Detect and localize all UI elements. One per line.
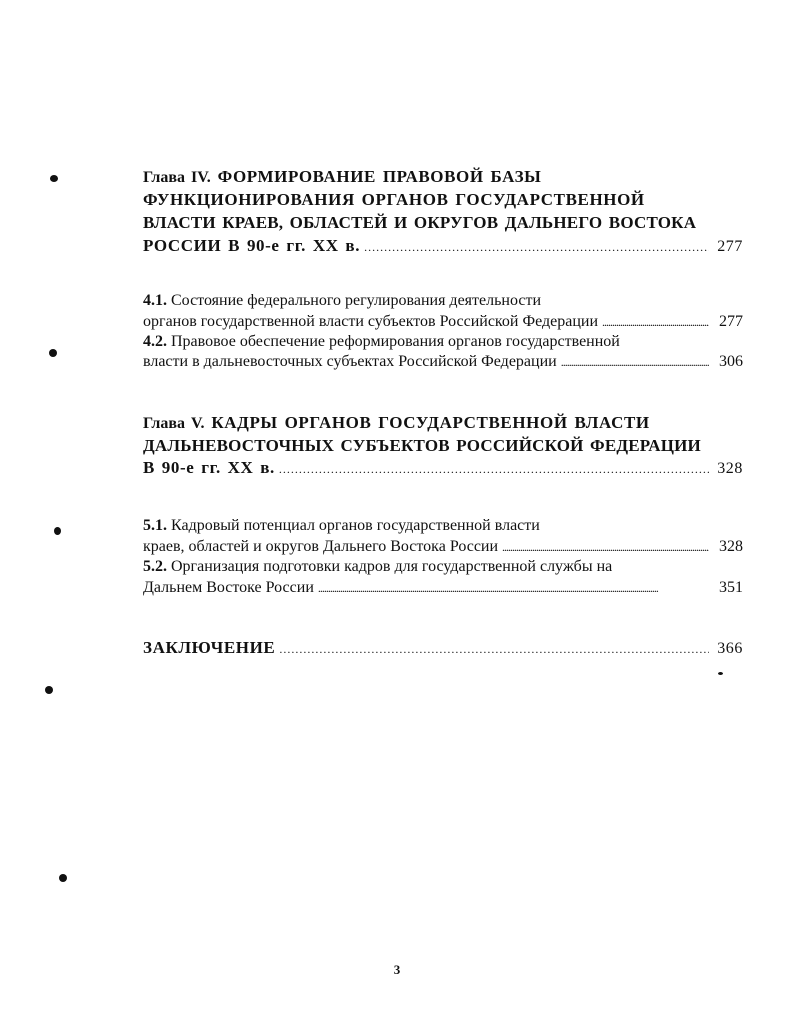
chapter-4-title-text: ФОРМИРОВАНИЕ ПРАВОВОЙ БАЗЫ [217,167,542,186]
binding-hole-mark [54,527,61,535]
section-5-1-line-2 [143,536,743,558]
chapter-5-page: 328 [717,460,743,477]
section-4-1-text: Состояние федерального регулирования деятельности [171,292,542,309]
chapter-4-page: 277 [717,238,743,255]
chapter-4-title-line-1 [143,166,743,188]
chapter-4-title-text-end: РОССИИ В 90-е гг. XX в. [143,236,361,255]
section-4-2-line-2 [143,351,743,373]
section-5-1-line-1 [143,515,743,537]
dot-leader [279,637,709,659]
chapter-4-title-line-3: ВЛАСТИ КРАЕВ, ОБЛАСТЕЙ И ОКРУГОВ ДАЛЬНЕГО ВОСТОКА [143,213,697,232]
section-4-1-page: 277 [719,313,743,330]
section-5-2-line-1 [143,556,743,578]
dot-leader [502,536,709,558]
chapter-5-title-line-1 [143,412,743,434]
section-5-2-line-2 [143,577,743,599]
chapter-4-title-line-4 [143,235,743,257]
dot-leader [364,235,709,257]
section-5-2-number: 5.2. [143,558,167,575]
dot-leader [602,311,709,333]
section-5-1-number: 5.1. [143,517,167,534]
binding-hole-mark [49,349,57,357]
conclusion-line [143,637,743,659]
dot-leader [561,351,709,373]
chapter-5-title-text: КАДРЫ ОРГАНОВ ГОСУДАРСТВЕННОЙ ВЛАСТИ [211,413,650,432]
section-5-2-text: Организация подготовки кадров для государственной службы на [171,558,613,575]
chapter-4-title-line-2: ФУНКЦИОНИРОВАНИЯ ОРГАНОВ ГОСУДАРСТВЕННОЙ [143,190,645,209]
section-5-1-text-end: краев, областей и округов Дальнего Востока России [143,538,499,555]
section-4-1-text-end: органов государственной власти субъектов Российской Федерации [143,313,599,330]
conclusion-page: 366 [717,640,743,657]
dot-leader [318,577,709,599]
conclusion-title: ЗАКЛЮЧЕНИЕ [143,638,276,657]
section-4-2-text: Правовое обеспечение реформирования органов государственной [171,333,620,350]
section-4-2-page: 306 [719,353,743,370]
section-4-1-number: 4.1. [143,292,167,309]
chapter-5-title-line-2: ДАЛЬНЕВОСТОЧНЫХ СУБЪЕКТОВ РОССИЙСКОЙ ФЕДЕРАЦИИ [143,436,701,455]
page-number: 3 [393,962,401,977]
section-4-1-line-1 [143,290,743,312]
section-5-1-page: 328 [719,538,743,555]
section-5-2-text-end: Дальнем Востоке России [143,579,314,596]
chapter-5-title-text-end: В 90-е гг. XX в. [143,458,275,477]
chapter-4-label: Глава IV. [143,169,211,186]
binding-hole-mark [50,175,58,182]
chapter-5-title-line-3 [143,457,743,479]
section-4-2-line-1 [143,331,743,353]
binding-hole-mark [45,686,53,694]
section-4-2-text-end: власти в дальневосточных субъектах Российской Федерации [143,353,557,370]
binding-hole-mark [59,874,67,882]
section-4-1-line-2 [143,311,743,333]
section-5-1-text: Кадровый потенциал органов государственной власти [171,517,540,534]
speck-mark [718,672,723,675]
chapter-5-label: Глава V. [143,415,205,432]
dot-leader [279,457,709,479]
section-4-2-number: 4.2. [143,333,167,350]
section-5-2-page: 351 [719,579,743,596]
